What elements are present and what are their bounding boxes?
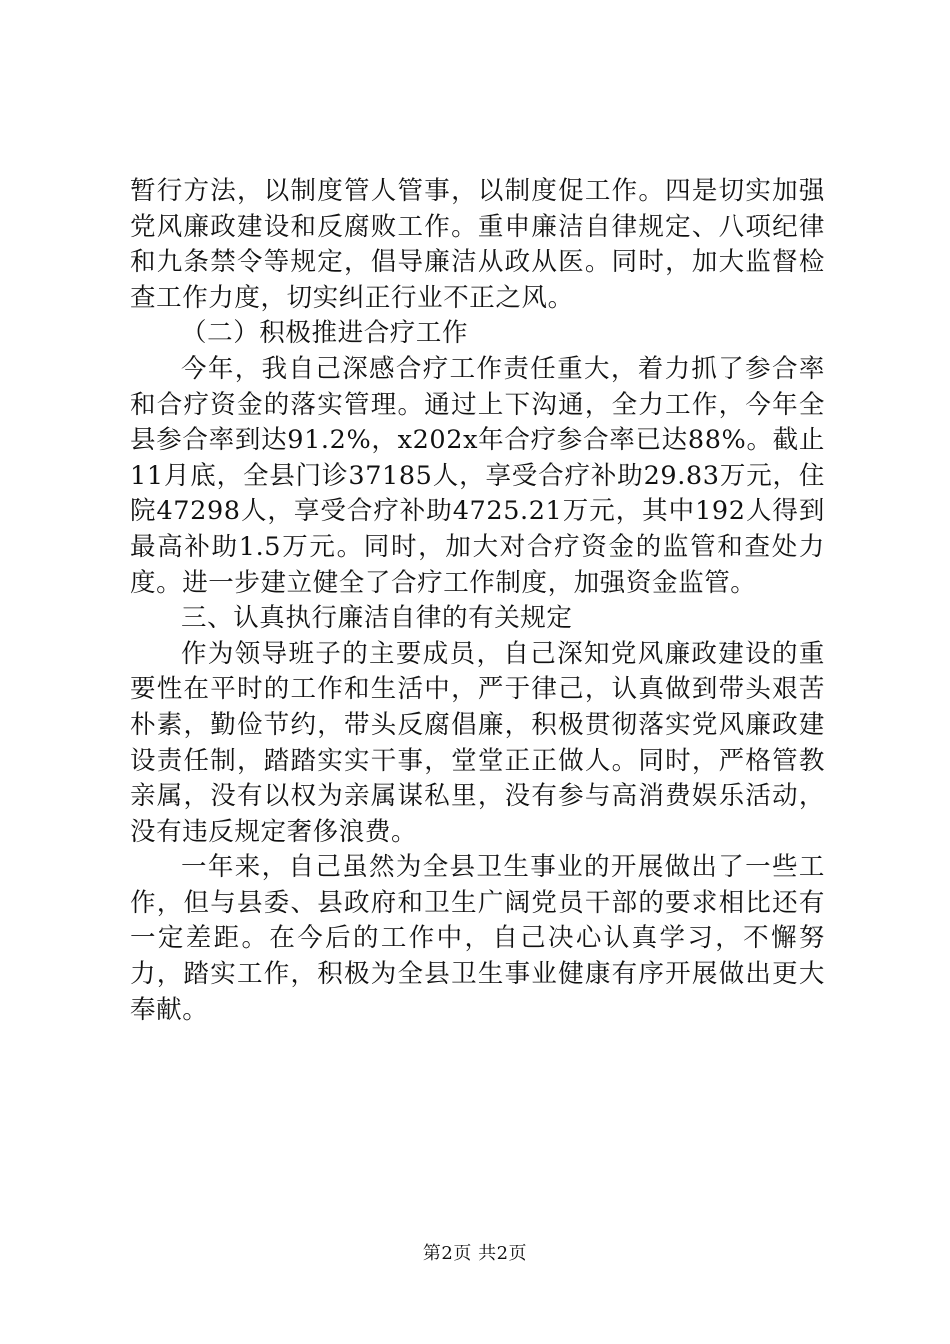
document-body bbox=[130, 174, 825, 1028]
paragraph-continuation: 暂行方法，以制度管人管事，以制度促工作。四是切实加强党风廉政建设和反腐败工作。重申廉洁自律规定、八项纪律和九条禁令等规定，倡导廉洁从政从医。同时，加大监督检查工作力度，切实纠正行业不正之风。 bbox=[130, 176, 825, 313]
section-heading-cooperative-medical: （二）积极推进合疗工作 bbox=[181, 318, 469, 349]
paragraph-cooperative-medical: 今年，我自己深感合疗工作责任重大，着力抓了参合率和合疗资金的落实管理。通过上下沟通，全力工作，今年全县参合率到达91.2%，x202x年合疗参合率已达88%。截止11月底，全县门诊37185人，享受合疗补助29.83万元，住院47298人，享受合疗补助4725.21万元，其中192人得到最高补助1.5万元。同时，加大对合疗资金的监管和查处力度。进一步建立健全了合疗工作制度，加强资金监管。 bbox=[130, 353, 825, 598]
section-heading-integrity: 三、认真执行廉洁自律的有关规定 bbox=[181, 603, 573, 634]
paragraph-integrity: 作为领导班子的主要成员，自己深知党风廉政建设的重要性在平时的工作和生活中，严于律己，认真做到带头艰苦朴素，勤俭节约，带头反腐倡廉，积极贯彻落实党风廉政建设责任制，踏踏实实干事，堂堂正正做人。同时，严格管教亲属，没有以权为亲属谋私里，没有参与高消费娱乐活动，没有违反规定奢侈浪费。 bbox=[130, 638, 825, 847]
paragraph-conclusion: 一年来，自己虽然为全县卫生事业的开展做出了一些工作，但与县委、县政府和卫生广阔党员干部的要求相比还有一定差距。在今后的工作中，自己决心认真学习，不懈努力，踏实工作，积极为全县卫生事业健康有序开展做出更大奉献。 bbox=[130, 852, 825, 1025]
page-footer: 第2页 共2页 bbox=[422, 1243, 528, 1264]
